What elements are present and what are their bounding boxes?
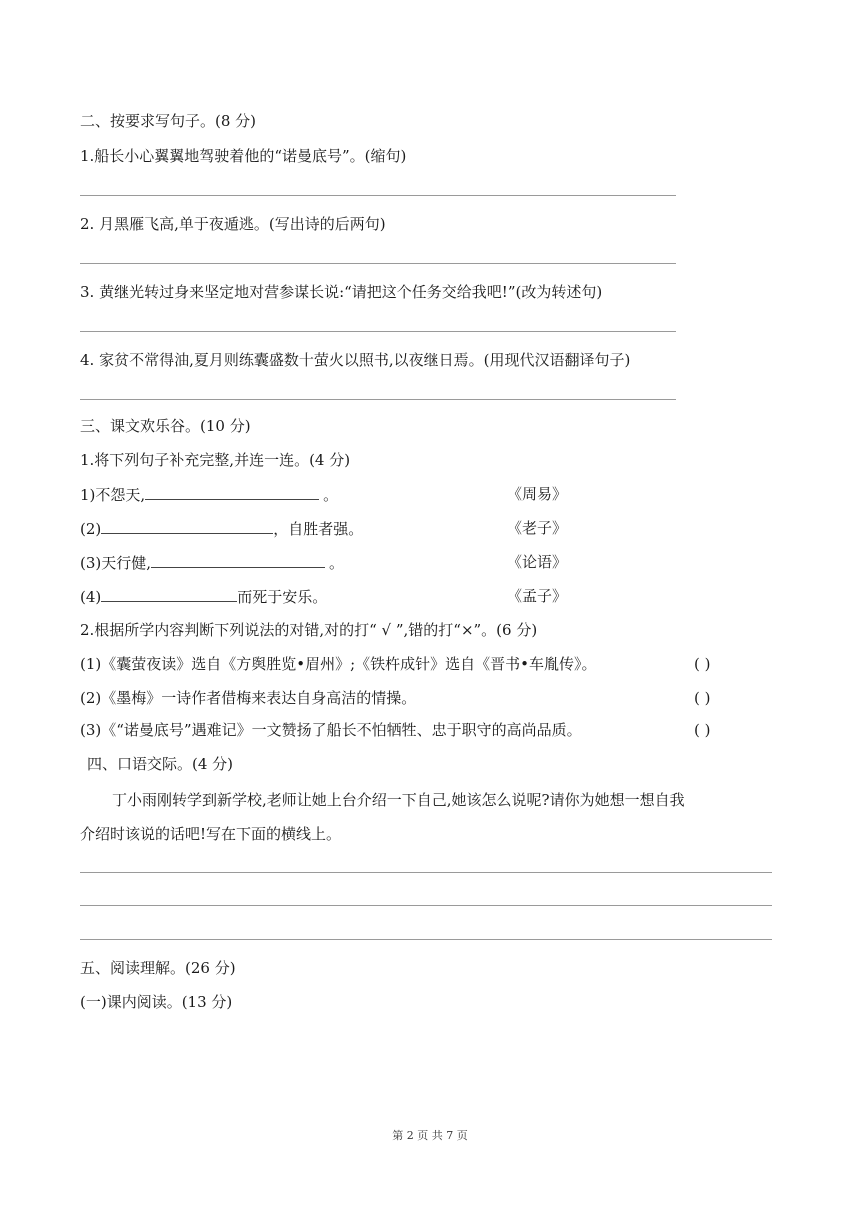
- section2-question-3: 3. 黄继光转过身来坚定地对营参谋长说:“请把这个任务交给我吧!”(改为转述句): [80, 283, 603, 301]
- fill-suffix: ，自胜者强。: [273, 520, 364, 538]
- fill-prefix: 1)不怨天,: [80, 486, 146, 504]
- answer-line[interactable]: [80, 195, 676, 196]
- fill-suffix: 。: [323, 486, 339, 504]
- fill-item-1: [80, 484, 338, 505]
- fill-item-4: [80, 586, 327, 607]
- fill-suffix: 而死于安乐。: [237, 588, 328, 606]
- book-title: 《老子》: [507, 519, 568, 537]
- answer-line[interactable]: [80, 872, 772, 873]
- page-number-footer: 第 2 页 共 7 页: [392, 1129, 468, 1142]
- judge-answer-paren[interactable]: ( ): [694, 689, 711, 707]
- answer-line[interactable]: [80, 399, 676, 400]
- section5-heading: 五、阅读理解。(26 分): [80, 959, 236, 977]
- fill-prefix: (3)天行健,: [80, 554, 152, 572]
- fill-blank[interactable]: [101, 518, 273, 534]
- fill-blank[interactable]: [101, 586, 237, 602]
- section4-paragraph-line1: 丁小雨刚转学到新学校,老师让她上台介绍一下自己,她该怎么说呢?请你为她想一想自我: [112, 791, 685, 809]
- judge-item-2: (2)《墨梅》一诗作者借梅来表达自身高洁的情操。: [80, 689, 417, 707]
- judge-item-1: (1)《囊萤夜读》选自《方舆胜览•眉州》;《铁杵成针》选自《晋书•车胤传》。: [80, 655, 597, 673]
- book-title: 《论语》: [507, 553, 568, 571]
- section2-question-2: 2. 月黑雁飞高,单于夜遁逃。(写出诗的后两句): [80, 215, 386, 233]
- fill-item-2: [80, 518, 363, 539]
- fill-item-3: [80, 552, 344, 573]
- answer-line[interactable]: [80, 905, 772, 906]
- section4-heading: 四、口语交际。(4 分): [87, 755, 234, 773]
- section5-subheading: (一)课内阅读。(13 分): [80, 993, 233, 1011]
- section3-subquestion-1: 1.将下列句子补充完整,并连一连。(4 分): [80, 451, 351, 469]
- section2-question-4: 4. 家贫不常得油,夏月则练囊盛数十萤火以照书,以夜继日焉。(用现代汉语翻译句子): [80, 351, 631, 369]
- answer-line[interactable]: [80, 331, 676, 332]
- section3-subquestion-2: 2.根据所学内容判断下列说法的对错,对的打“ √ ”,错的打“×”。(6 分): [80, 621, 538, 639]
- answer-line[interactable]: [80, 939, 772, 940]
- judge-item-3: (3)《“诺曼底号”遇难记》一文赞扬了船长不怕牺牲、忠于职守的高尚品质。: [80, 721, 582, 739]
- fill-prefix: (2): [80, 520, 102, 538]
- answer-line[interactable]: [80, 263, 676, 264]
- judge-answer-paren[interactable]: ( ): [694, 721, 711, 739]
- section4-paragraph-line2: 介绍时该说的话吧!写在下面的横线上。: [80, 825, 342, 843]
- fill-blank[interactable]: [145, 484, 319, 500]
- section3-heading: 三、课文欢乐谷。(10 分): [80, 417, 251, 435]
- fill-suffix: 。: [329, 554, 345, 572]
- judge-answer-paren[interactable]: ( ): [694, 655, 711, 673]
- book-title: 《孟子》: [507, 587, 568, 605]
- section2-question-1: 1.船长小心翼翼地驾驶着他的“诺曼底号”。(缩句): [80, 147, 407, 165]
- book-title: 《周易》: [507, 485, 568, 503]
- section2-heading: 二、按要求写句子。(8 分): [80, 112, 257, 130]
- fill-blank[interactable]: [151, 552, 325, 568]
- fill-prefix: (4): [80, 588, 102, 606]
